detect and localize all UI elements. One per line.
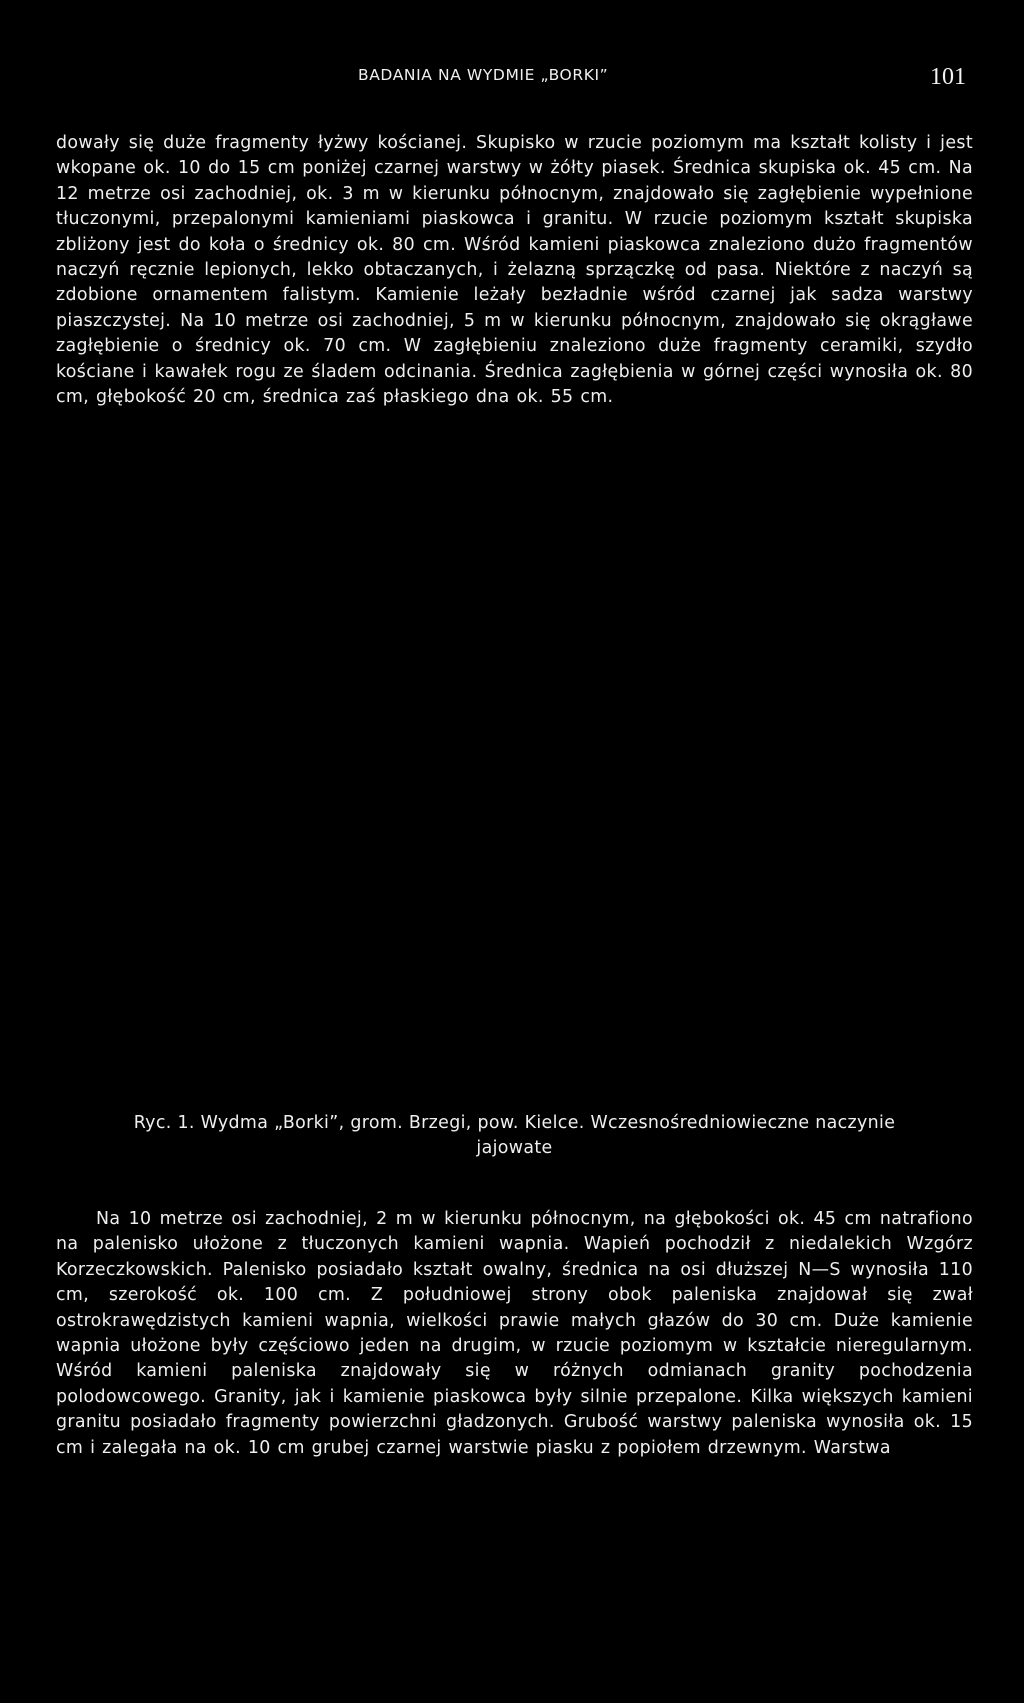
running-head: BADANIA NA WYDMIE „BORKI” [358, 66, 609, 84]
body-paragraph-2: Na 10 metrze osi zachodniej, 2 m w kierunku północnym, na głębokości ok. 45 cm natrafiono na palenisko ułożone z tłuczonych kamieni wapnia. Wapień pochodził z niedalekich Wzgórz Korzeczkowskich. Palenisko posiadało kształt owalny, średnica na osi dłuższej N—S wynosiła 110 cm, szerokość ok. 100 cm. Z południowej strony obok paleniska znajdował się zwał ostrokrawędzistych kamieni wapnia, wielkości prawie małych głazów do 30 cm. Duże kamienie wapnia ułożone były częściowo jeden na drugim, w rzucie poziomym w kształcie nieregularnym. Wśród kamieni paleniska znajdowały się w różnych odmianach granity pochodzenia polodowcowego. Granity, jak i kamienie piaskowca były silnie przepalone. Kilka większych kamieni granitu posiadało fragmenty powierzchni gładzonych. Grubość warstwy paleniska wynosiła ok. 15 cm i zalegała na ok. 10 cm grubej czarnej warstwie piasku z popiołem drzewnym. Warstwa [56, 1209, 973, 1458]
figure-caption-line-2: jajowate [476, 1138, 553, 1159]
figure-caption-line-1: Ryc. 1. Wydma „Borki”, grom. Brzegi, pow. Kielce. Wczesnośredniowieczne naczynie [133, 1113, 896, 1133]
body-paragraph-1: dowały się duże fragmenty łyżwy kościanej. Skupisko w rzucie poziomym ma kształt kolisty i jest wkopane ok. 10 do 15 cm poniżej czarnej warstwy w żółty piasek. Średnica skupiska ok. 45 cm. Na 12 metrze osi zachodniej, ok. 3 m w kierunku północnym, znajdowało się zagłębienie wypełnione tłuczonymi, przepalonymi kamieniami piaskowca i granitu. W rzucie poziomym kształt skupiska zbliżony jest do koła o średnicy ok. 80 cm. Wśród kamieni piaskowca znaleziono dużo fragmentów naczyń ręcznie lepionych, lekko obtaczanych, i żelazną sprzączkę od pasa. Niektóre z naczyń są zdobione ornamentem falistym. Kamienie leżały bezładnie wśród czarnej jak sadza warstwy piaszczystej. Na 10 metrze osi zachodniej, 5 m w kierunku północnym, znajdowało się okrągławe zagłębienie o średnicy ok. 70 cm. W zagłębieniu znaleziono duże fragmenty ceramiki, szydło kościane i kawałek rogu ze śladem odcinania. Średnica zagłębienia w górnej części wynosiła ok. 80 cm, głębokość 20 cm, średnica zaś płaskiego dna ok. 55 cm. [56, 133, 973, 408]
figure-image-area [56, 492, 973, 1092]
figure-caption [56, 1111, 973, 1162]
page-number: 101 [930, 64, 966, 90]
